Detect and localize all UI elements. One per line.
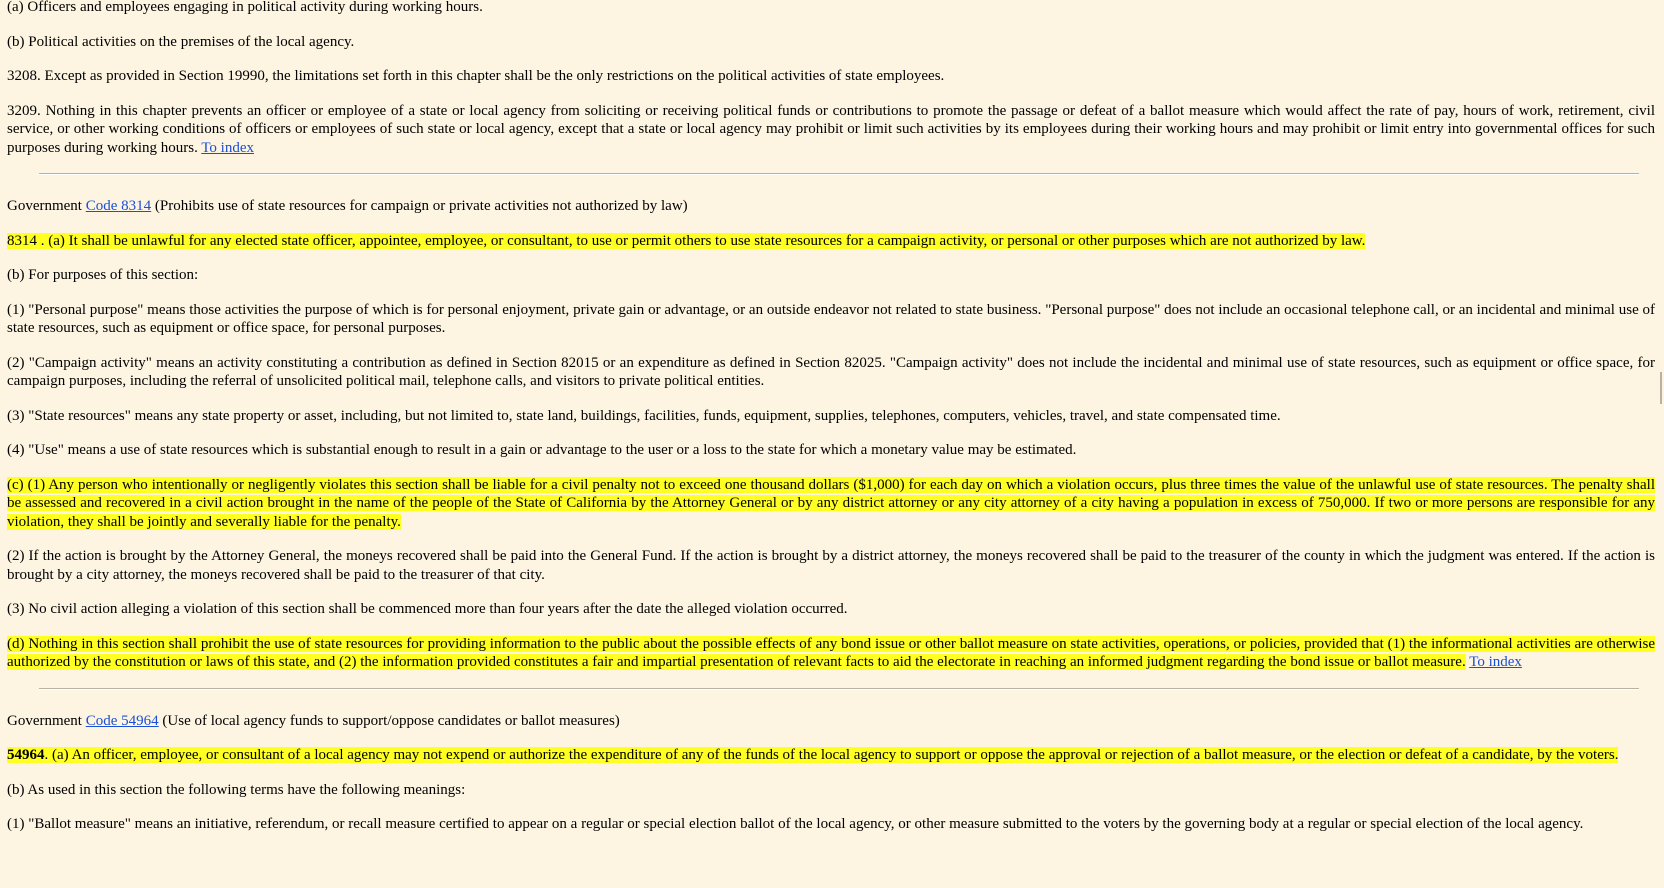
section-8314-d — [7, 635, 1655, 672]
section-8314-b: (b) For purposes of this section: — [7, 267, 199, 283]
section-8314-b2: (2) "Campaign activity" means an activity constituting a contribution as defined in Section 82015 or an expenditure as defined in Section 82025. "Campaign activity" does not include the incidental and minimal use of state resources, such as equipment or office space, for campaign purposes, including the referral of unsolicited political mail, telephone calls, and visitors to private political entities. — [7, 354, 1655, 389]
section-8314-b1: (1) "Personal purpose" means those activities the purpose of which is for personal enjoyment, private gain or advantage, or an outside endeavor not related to state business. "Personal purpose" does not include an occasional telephone call, or an incidental and minimal use of state resources, such as equipment or office space, for personal purposes. — [7, 301, 1655, 336]
paragraph-3209 — [7, 102, 1655, 158]
section-8314-a — [7, 232, 1655, 251]
paragraph-b: (b) Political activities on the premises of the local agency. — [7, 33, 355, 50]
scrollbar-marker — [1660, 372, 1662, 404]
section-divider-1 — [39, 173, 1639, 175]
section-54964-a-text: . (a) An officer, employee, or consultant of a local agency may not expend or authorize the expenditure of any of the funds of the local agency to support or oppose the approval or rejection of a ballot measure, or the election or defeat of a candidate, by the voters. — [44, 747, 1619, 763]
section-54964-a-highlight — [7, 747, 1618, 763]
section-8314-c1 — [7, 476, 1655, 532]
paragraph-3208: 3208. Except as provided in Section 19990, the limitations set forth in this chapter shall be the only restrictions on the political activities of state employees. — [7, 68, 945, 84]
section-8314-c3: (3) No civil action alleging a violation of this section shall be commenced more than four years after the date the alleged violation occurred. — [7, 601, 848, 617]
section-8314-c1-text: (c) (1) Any person who intentionally or negligently violates this section shall be liable for a civil penalty not to exceed one thousand dollars ($1,000) for each day on which a violation occurs, plus three times the value of the unlawful use of state resources. The penalty shall be assessed and recovered in a civil action brought in the name of the people of the State of California by the Attorney General or by any district attorney or any city attorney of a city having a population in excess of 750,000. If two or more persons are responsible for any violation, they shall be jointly and severally liable for the penalty. — [7, 476, 1655, 530]
section-8314-b4: (4) "Use" means a use of state resources which is substantial enough to result in a gain or advantage to the user or a loss to the state for which a monetary value may be estimated. — [7, 442, 1077, 458]
document-body — [7, 0, 1655, 850]
section-54964-number: 54964 — [7, 747, 45, 763]
section-54964-a — [7, 746, 1655, 765]
section-8314-heading — [7, 197, 1655, 216]
section-8314-a-text: 8314 . (a) It shall be unlawful for any elected state officer, appointee, employee, or consultant, to use or permit others to use state resources for a campaign activity, or personal or other purposes which are not authorized by law. — [7, 232, 1366, 249]
paragraph-a: (a) Officers and employees engaging in political activity during working hours. — [7, 0, 483, 15]
section-8314-description: (Prohibits use of state resources for campaign or private activities not authorized by law) — [154, 198, 688, 214]
section-8314-b3: (3) "State resources" means any state property or asset, including, but not limited to, state land, buildings, facilities, funds, equipment, supplies, telephones, computers, vehicles, travel, and state compensated time. — [7, 407, 1281, 424]
section-54964-heading — [7, 712, 1655, 731]
section-8314-d-text: (d) Nothing in this section shall prohibit the use of state resources for providing information to the public about the possible effects of any bond issue or other ballot measure on state activities, operations, or policies, provided that (1) the informational activities are otherwise authorized by the constitution or laws of this state, and (2) the information provided constitutes a fair and impartial presentation of relevant facts to aid the electorate in reaching an informed judgment regarding the bond issue or ballot measure. — [7, 635, 1655, 670]
section-54964-prefix: Government — [7, 712, 82, 729]
section-8314-c2: (2) If the action is brought by the Attorney General, the moneys recovered shall be paid into the General Fund. If the action is brought by a district attorney, the moneys recovered shall be paid to the treasurer of the county in which the judgment was entered. If the action is brought by a city attorney, the moneys recovered shall be paid to the treasurer of that city. — [7, 548, 1655, 583]
section-divider-2 — [39, 688, 1639, 690]
code-54964-link[interactable]: Code 54964 — [85, 712, 159, 729]
section-54964-b1: (1) "Ballot measure" means an initiative, referendum, or recall measure certified to appear on a regular or special election ballot of the local agency, or other measure submitted to the voters by the governing body at a regular or special election of the local agency. — [7, 816, 1584, 832]
section-54964-b: (b) As used in this section the following terms have the following meanings: — [7, 781, 466, 798]
section-8314-prefix: Government — [7, 198, 82, 214]
section-54964-description: (Use of local agency funds to support/oppose candidates or ballot measures) — [162, 712, 620, 729]
code-8314-link[interactable]: Code 8314 — [85, 198, 152, 214]
paragraph-3209-text: 3209. Nothing in this chapter prevents an officer or employee of a state or local agency from soliciting or receiving political funds or contributions to promote the passage or defeat of a ballot measure which would affect the rate of pay, hours of work, retirement, civil service, or other working conditions of officers or employees of such state or local agency, except that a state or local agency may prohibit or limit such activities by its employees during their working hours and may prohibit or limit entry into governmental offices for such purposes during working hours. — [7, 102, 1655, 156]
to-index-link-2[interactable]: To index — [1469, 654, 1522, 670]
to-index-link-1[interactable]: To index — [201, 139, 255, 156]
